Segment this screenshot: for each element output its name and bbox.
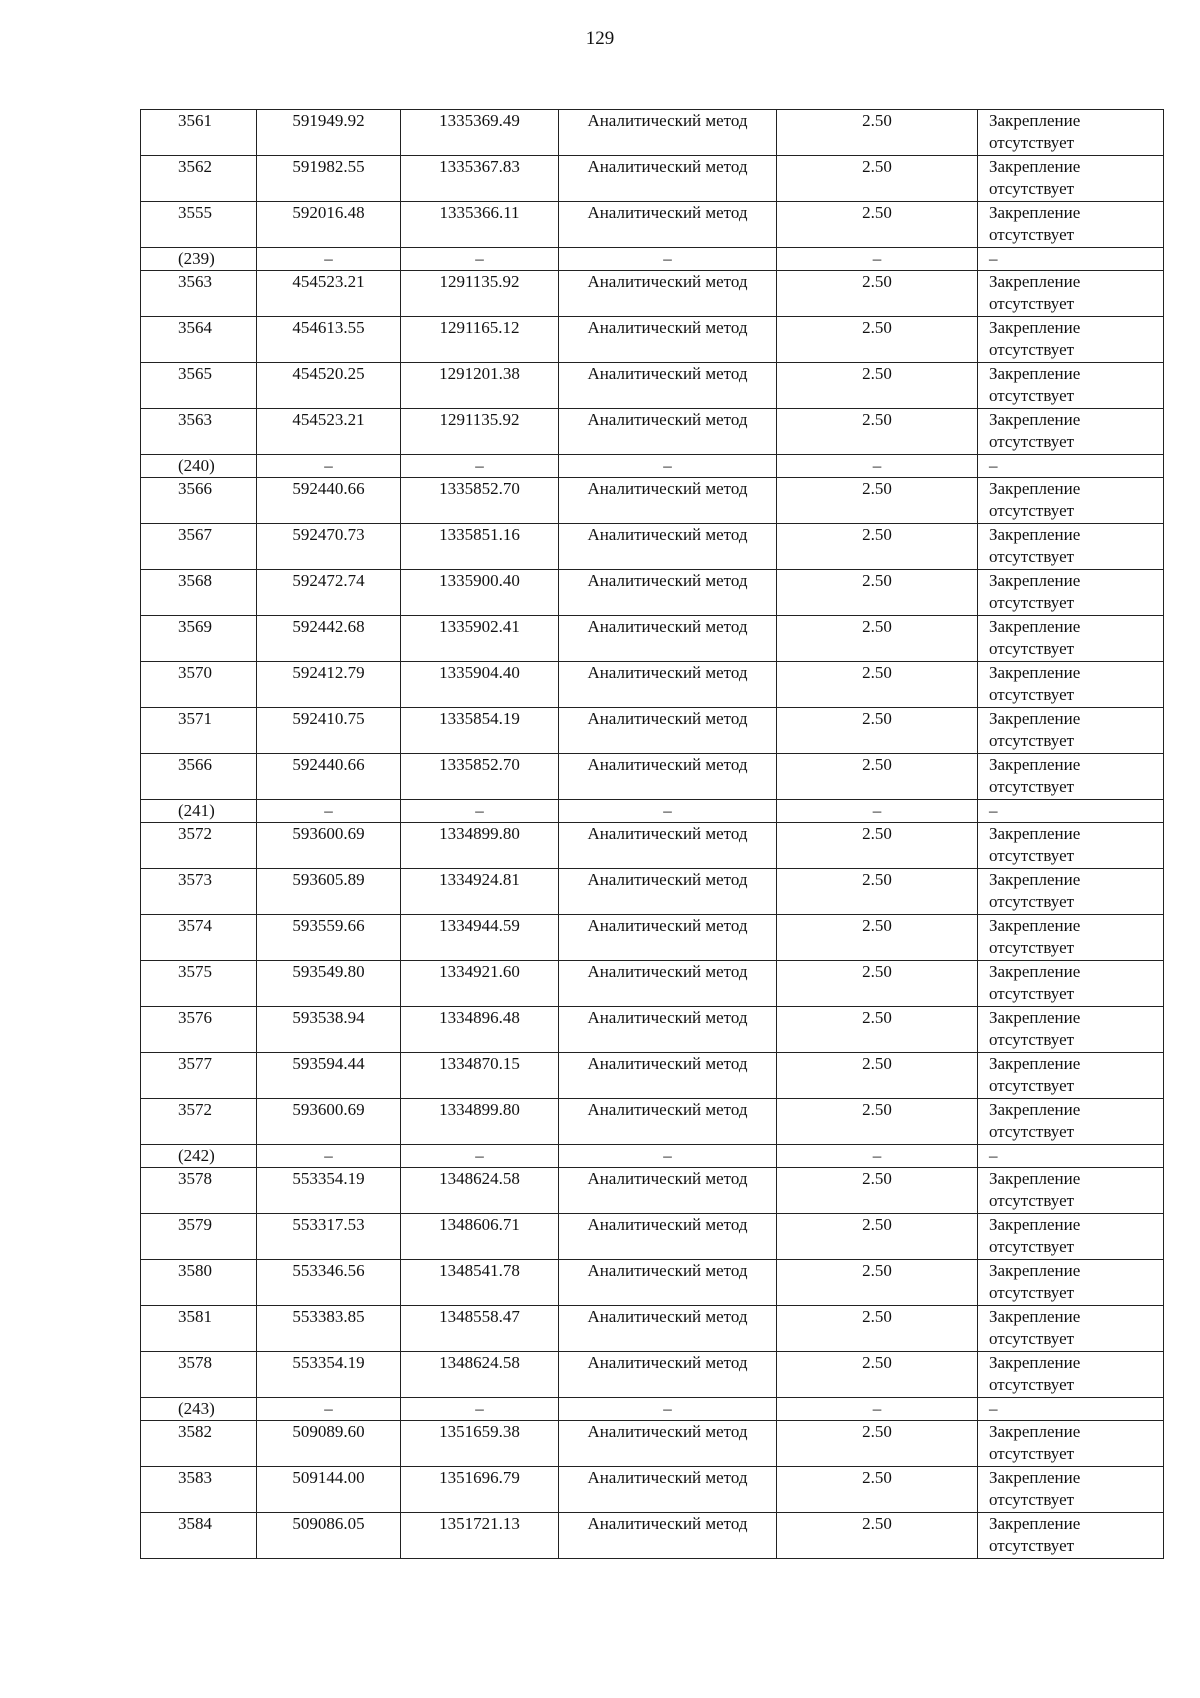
x-coordinate-cell: 593600.69 — [257, 823, 401, 869]
point-number-cell: 3566 — [141, 754, 257, 800]
point-number-cell: 3564 — [141, 317, 257, 363]
y-coordinate-cell: 1335852.70 — [401, 478, 559, 524]
error-cell: 2.50 — [777, 1168, 978, 1214]
fixing-cell — [978, 202, 1164, 248]
fixing-text: Закрепление отсутствует — [989, 962, 1081, 1003]
fixing-text: Закрепление отсутствует — [989, 1100, 1081, 1141]
x-coordinate-cell: 593594.44 — [257, 1053, 401, 1099]
method-cell: Аналитический метод — [559, 1421, 777, 1467]
point-number-cell: 3566 — [141, 478, 257, 524]
method-cell: – — [559, 800, 777, 823]
x-coordinate-cell: 593605.89 — [257, 869, 401, 915]
error-cell: 2.50 — [777, 1467, 978, 1513]
y-coordinate-cell: 1334899.80 — [401, 1099, 559, 1145]
point-number-cell: 3567 — [141, 524, 257, 570]
method-cell: Аналитический метод — [559, 363, 777, 409]
error-cell: 2.50 — [777, 363, 978, 409]
fixing-cell — [978, 616, 1164, 662]
error-cell: – — [777, 1145, 978, 1168]
error-cell: 2.50 — [777, 915, 978, 961]
point-number-cell: 3575 — [141, 961, 257, 1007]
fixing-cell: – — [978, 248, 1164, 271]
fixing-text: Закрепление отсутствует — [989, 1468, 1081, 1509]
point-number-cell: 3578 — [141, 1168, 257, 1214]
point-number-cell: (242) — [141, 1145, 257, 1168]
table-row — [141, 1260, 1164, 1306]
method-cell: Аналитический метод — [559, 1352, 777, 1398]
fixing-cell — [978, 662, 1164, 708]
coordinates-table — [140, 109, 1164, 1559]
y-coordinate-cell: – — [401, 800, 559, 823]
fixing-cell — [978, 156, 1164, 202]
method-cell: Аналитический метод — [559, 1260, 777, 1306]
x-coordinate-cell: 593538.94 — [257, 1007, 401, 1053]
y-coordinate-cell: 1335369.49 — [401, 110, 559, 156]
point-number-cell: 3572 — [141, 823, 257, 869]
fixing-cell: – — [978, 1398, 1164, 1421]
error-cell: 2.50 — [777, 524, 978, 570]
point-number-cell: 3572 — [141, 1099, 257, 1145]
point-number-cell: 3561 — [141, 110, 257, 156]
y-coordinate-cell: 1334870.15 — [401, 1053, 559, 1099]
x-coordinate-cell: 593549.80 — [257, 961, 401, 1007]
fixing-cell — [978, 1352, 1164, 1398]
y-coordinate-cell: 1335854.19 — [401, 708, 559, 754]
method-cell: Аналитический метод — [559, 524, 777, 570]
error-cell: – — [777, 248, 978, 271]
x-coordinate-cell: 553346.56 — [257, 1260, 401, 1306]
error-cell: 2.50 — [777, 1099, 978, 1145]
fixing-text: Закрепление отсутствует — [989, 525, 1081, 566]
y-coordinate-cell: 1348606.71 — [401, 1214, 559, 1260]
method-cell: Аналитический метод — [559, 961, 777, 1007]
point-number-cell: 3571 — [141, 708, 257, 754]
fixing-cell — [978, 570, 1164, 616]
fixing-cell — [978, 823, 1164, 869]
table-row — [141, 616, 1164, 662]
table-row — [141, 1214, 1164, 1260]
x-coordinate-cell: 592410.75 — [257, 708, 401, 754]
fixing-text: Закрепление отсутствует — [989, 157, 1081, 198]
y-coordinate-cell: 1348624.58 — [401, 1352, 559, 1398]
fixing-text: Закрепление отсутствует — [989, 916, 1081, 957]
method-cell: – — [559, 1145, 777, 1168]
x-coordinate-cell: 592016.48 — [257, 202, 401, 248]
fixing-cell — [978, 1467, 1164, 1513]
y-coordinate-cell: 1348541.78 — [401, 1260, 559, 1306]
point-number-cell: (240) — [141, 455, 257, 478]
x-coordinate-cell: 592442.68 — [257, 616, 401, 662]
fixing-text: Закрепление отсутствует — [989, 364, 1081, 405]
y-coordinate-cell: 1334921.60 — [401, 961, 559, 1007]
fixing-cell — [978, 1007, 1164, 1053]
point-number-cell: (239) — [141, 248, 257, 271]
table-row — [141, 317, 1164, 363]
x-coordinate-cell: 454520.25 — [257, 363, 401, 409]
error-cell: 2.50 — [777, 1053, 978, 1099]
point-number-cell: 3574 — [141, 915, 257, 961]
y-coordinate-cell: 1335852.70 — [401, 754, 559, 800]
method-cell: – — [559, 455, 777, 478]
x-coordinate-cell: 592440.66 — [257, 478, 401, 524]
error-cell: 2.50 — [777, 754, 978, 800]
method-cell: – — [559, 248, 777, 271]
error-cell: 2.50 — [777, 708, 978, 754]
error-cell: 2.50 — [777, 317, 978, 363]
contour-separator-row — [141, 800, 1164, 823]
x-coordinate-cell: – — [257, 248, 401, 271]
fixing-cell — [978, 478, 1164, 524]
method-cell: Аналитический метод — [559, 317, 777, 363]
method-cell: Аналитический метод — [559, 1513, 777, 1559]
error-cell: 2.50 — [777, 1421, 978, 1467]
table-row — [141, 1467, 1164, 1513]
table-row — [141, 1168, 1164, 1214]
point-number-cell: 3582 — [141, 1421, 257, 1467]
point-number-cell: 3565 — [141, 363, 257, 409]
x-coordinate-cell: 454523.21 — [257, 271, 401, 317]
y-coordinate-cell: 1351696.79 — [401, 1467, 559, 1513]
error-cell: – — [777, 1398, 978, 1421]
table-row — [141, 1007, 1164, 1053]
contour-separator-row — [141, 455, 1164, 478]
method-cell: Аналитический метод — [559, 662, 777, 708]
fixing-cell — [978, 1168, 1164, 1214]
coordinates-table-body — [141, 110, 1164, 1559]
table-row — [141, 202, 1164, 248]
point-number-cell: 3584 — [141, 1513, 257, 1559]
method-cell: Аналитический метод — [559, 1053, 777, 1099]
error-cell: 2.50 — [777, 110, 978, 156]
method-cell: Аналитический метод — [559, 1099, 777, 1145]
y-coordinate-cell: 1335851.16 — [401, 524, 559, 570]
fixing-cell — [978, 1421, 1164, 1467]
fixing-cell: – — [978, 455, 1164, 478]
method-cell: Аналитический метод — [559, 156, 777, 202]
table-row — [141, 1306, 1164, 1352]
x-coordinate-cell: 592440.66 — [257, 754, 401, 800]
fixing-cell — [978, 1513, 1164, 1559]
x-coordinate-cell: 454523.21 — [257, 409, 401, 455]
point-number-cell: 3579 — [141, 1214, 257, 1260]
error-cell: 2.50 — [777, 1306, 978, 1352]
x-coordinate-cell: 553317.53 — [257, 1214, 401, 1260]
y-coordinate-cell: 1335366.11 — [401, 202, 559, 248]
y-coordinate-cell: 1348624.58 — [401, 1168, 559, 1214]
y-coordinate-cell: 1335904.40 — [401, 662, 559, 708]
fixing-text: Закрепление отсутствует — [989, 410, 1081, 451]
method-cell: Аналитический метод — [559, 202, 777, 248]
fixing-text: Закрепление отсутствует — [989, 1353, 1081, 1394]
fixing-cell — [978, 754, 1164, 800]
contour-separator-row — [141, 1145, 1164, 1168]
y-coordinate-cell: 1348558.47 — [401, 1306, 559, 1352]
x-coordinate-cell: 553354.19 — [257, 1352, 401, 1398]
method-cell: – — [559, 1398, 777, 1421]
contour-separator-row — [141, 248, 1164, 271]
fixing-cell: – — [978, 1145, 1164, 1168]
x-coordinate-cell: 592412.79 — [257, 662, 401, 708]
point-number-cell: 3581 — [141, 1306, 257, 1352]
point-number-cell: 3577 — [141, 1053, 257, 1099]
table-row — [141, 869, 1164, 915]
error-cell: 2.50 — [777, 202, 978, 248]
fixing-text: Закрепление отсутствует — [989, 479, 1081, 520]
error-cell: 2.50 — [777, 570, 978, 616]
fixing-cell — [978, 1099, 1164, 1145]
method-cell: Аналитический метод — [559, 478, 777, 524]
x-coordinate-cell: 592470.73 — [257, 524, 401, 570]
fixing-text: Закрепление отсутствует — [989, 1307, 1081, 1348]
fixing-text: Закрепление отсутствует — [989, 272, 1081, 313]
table-row — [141, 1053, 1164, 1099]
fixing-text: Закрепление отсутствует — [989, 617, 1081, 658]
method-cell: Аналитический метод — [559, 754, 777, 800]
fixing-text: Закрепление отсутствует — [989, 318, 1081, 359]
method-cell: Аналитический метод — [559, 869, 777, 915]
fixing-text: Закрепление отсутствует — [989, 824, 1081, 865]
y-coordinate-cell: – — [401, 1145, 559, 1168]
x-coordinate-cell: 593559.66 — [257, 915, 401, 961]
y-coordinate-cell: 1334944.59 — [401, 915, 559, 961]
fixing-cell — [978, 961, 1164, 1007]
method-cell: Аналитический метод — [559, 1306, 777, 1352]
error-cell: 2.50 — [777, 409, 978, 455]
y-coordinate-cell: 1334924.81 — [401, 869, 559, 915]
table-row — [141, 1421, 1164, 1467]
error-cell: – — [777, 800, 978, 823]
fixing-text: Закрепление отсутствует — [989, 1054, 1081, 1095]
table-row — [141, 478, 1164, 524]
point-number-cell: (243) — [141, 1398, 257, 1421]
fixing-cell — [978, 409, 1164, 455]
table-row — [141, 1099, 1164, 1145]
point-number-cell: 3580 — [141, 1260, 257, 1306]
error-cell: 2.50 — [777, 961, 978, 1007]
x-coordinate-cell: 509086.05 — [257, 1513, 401, 1559]
x-coordinate-cell: 592472.74 — [257, 570, 401, 616]
x-coordinate-cell: 593600.69 — [257, 1099, 401, 1145]
method-cell: Аналитический метод — [559, 1467, 777, 1513]
x-coordinate-cell: 509144.00 — [257, 1467, 401, 1513]
table-row — [141, 1513, 1164, 1559]
fixing-cell — [978, 915, 1164, 961]
table-row — [141, 156, 1164, 202]
fixing-text: Закрепление отсутствует — [989, 1215, 1081, 1256]
y-coordinate-cell: 1291201.38 — [401, 363, 559, 409]
x-coordinate-cell: 591949.92 — [257, 110, 401, 156]
contour-separator-row — [141, 1398, 1164, 1421]
method-cell: Аналитический метод — [559, 1168, 777, 1214]
method-cell: Аналитический метод — [559, 1007, 777, 1053]
method-cell: Аналитический метод — [559, 409, 777, 455]
y-coordinate-cell: 1351659.38 — [401, 1421, 559, 1467]
table-row — [141, 961, 1164, 1007]
method-cell: Аналитический метод — [559, 915, 777, 961]
x-coordinate-cell: 454613.55 — [257, 317, 401, 363]
fixing-cell — [978, 110, 1164, 156]
fixing-cell — [978, 1260, 1164, 1306]
point-number-cell: 3583 — [141, 1467, 257, 1513]
fixing-cell — [978, 708, 1164, 754]
y-coordinate-cell: – — [401, 455, 559, 478]
y-coordinate-cell: 1334899.80 — [401, 823, 559, 869]
x-coordinate-cell: – — [257, 1398, 401, 1421]
page-number: 129 — [585, 28, 615, 49]
method-cell: Аналитический метод — [559, 570, 777, 616]
table-row — [141, 823, 1164, 869]
table-row — [141, 110, 1164, 156]
error-cell: – — [777, 455, 978, 478]
error-cell: 2.50 — [777, 1352, 978, 1398]
table-row — [141, 524, 1164, 570]
fixing-text: Закрепление отсутствует — [989, 1261, 1081, 1302]
method-cell: Аналитический метод — [559, 271, 777, 317]
error-cell: 2.50 — [777, 869, 978, 915]
method-cell: Аналитический метод — [559, 110, 777, 156]
error-cell: 2.50 — [777, 823, 978, 869]
method-cell: Аналитический метод — [559, 708, 777, 754]
y-coordinate-cell: 1335367.83 — [401, 156, 559, 202]
fixing-text: Закрепление отсутствует — [989, 755, 1081, 796]
table-row — [141, 570, 1164, 616]
point-number-cell: 3569 — [141, 616, 257, 662]
fixing-text: Закрепление отсутствует — [989, 203, 1081, 244]
fixing-text: Закрепление отсутствует — [989, 1169, 1081, 1210]
fixing-text: Закрепление отсутствует — [989, 571, 1081, 612]
x-coordinate-cell: – — [257, 1145, 401, 1168]
error-cell: 2.50 — [777, 1260, 978, 1306]
fixing-text: Закрепление отсутствует — [989, 663, 1081, 704]
y-coordinate-cell: – — [401, 1398, 559, 1421]
point-number-cell: 3578 — [141, 1352, 257, 1398]
fixing-cell — [978, 1306, 1164, 1352]
fixing-text: Закрепление отсутствует — [989, 870, 1081, 911]
fixing-text: Закрепление отсутствует — [989, 1514, 1081, 1555]
fixing-text: Закрепление отсутствует — [989, 709, 1081, 750]
table-row — [141, 1352, 1164, 1398]
error-cell: 2.50 — [777, 616, 978, 662]
error-cell: 2.50 — [777, 1007, 978, 1053]
error-cell: 2.50 — [777, 1214, 978, 1260]
table-row — [141, 662, 1164, 708]
fixing-cell — [978, 1053, 1164, 1099]
table-row — [141, 271, 1164, 317]
table-row — [141, 363, 1164, 409]
method-cell: Аналитический метод — [559, 1214, 777, 1260]
fixing-cell — [978, 869, 1164, 915]
table-row — [141, 708, 1164, 754]
x-coordinate-cell: 553383.85 — [257, 1306, 401, 1352]
x-coordinate-cell: 509089.60 — [257, 1421, 401, 1467]
point-number-cell: 3573 — [141, 869, 257, 915]
fixing-cell — [978, 271, 1164, 317]
y-coordinate-cell: 1335900.40 — [401, 570, 559, 616]
point-number-cell: 3563 — [141, 271, 257, 317]
y-coordinate-cell: 1291135.92 — [401, 409, 559, 455]
error-cell: 2.50 — [777, 1513, 978, 1559]
y-coordinate-cell: 1291165.12 — [401, 317, 559, 363]
y-coordinate-cell: – — [401, 248, 559, 271]
table-row — [141, 754, 1164, 800]
y-coordinate-cell: 1335902.41 — [401, 616, 559, 662]
error-cell: 2.50 — [777, 662, 978, 708]
x-coordinate-cell: – — [257, 800, 401, 823]
table-row — [141, 915, 1164, 961]
error-cell: 2.50 — [777, 156, 978, 202]
method-cell: Аналитический метод — [559, 616, 777, 662]
x-coordinate-cell: 591982.55 — [257, 156, 401, 202]
fixing-text: Закрепление отсутствует — [989, 1008, 1081, 1049]
y-coordinate-cell: 1334896.48 — [401, 1007, 559, 1053]
fixing-cell: – — [978, 800, 1164, 823]
point-number-cell: 3555 — [141, 202, 257, 248]
point-number-cell: 3562 — [141, 156, 257, 202]
error-cell: 2.50 — [777, 271, 978, 317]
point-number-cell: (241) — [141, 800, 257, 823]
fixing-cell — [978, 363, 1164, 409]
table-row — [141, 409, 1164, 455]
point-number-cell: 3568 — [141, 570, 257, 616]
point-number-cell: 3576 — [141, 1007, 257, 1053]
fixing-cell — [978, 1214, 1164, 1260]
fixing-text: Закрепление отсутствует — [989, 1422, 1081, 1463]
y-coordinate-cell: 1351721.13 — [401, 1513, 559, 1559]
y-coordinate-cell: 1291135.92 — [401, 271, 559, 317]
fixing-text: Закрепление отсутствует — [989, 111, 1081, 152]
fixing-cell — [978, 317, 1164, 363]
point-number-cell: 3570 — [141, 662, 257, 708]
x-coordinate-cell: 553354.19 — [257, 1168, 401, 1214]
error-cell: 2.50 — [777, 478, 978, 524]
fixing-cell — [978, 524, 1164, 570]
method-cell: Аналитический метод — [559, 823, 777, 869]
x-coordinate-cell: – — [257, 455, 401, 478]
point-number-cell: 3563 — [141, 409, 257, 455]
